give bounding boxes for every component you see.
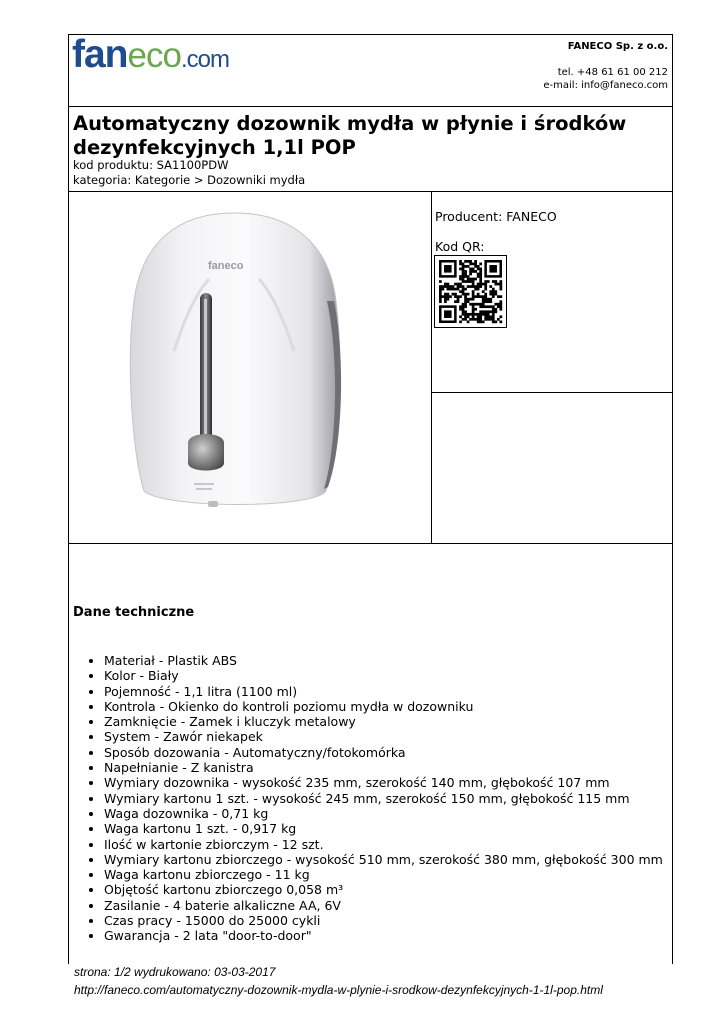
spec-item: • Wymiary kartonu zbiorczego - wysokość 510 mm, szerokość 380 mm, głębokość 300 mm xyxy=(104,852,664,867)
qr-label: Kod QR: xyxy=(435,239,485,254)
product-details-section xyxy=(68,191,673,544)
producer-label: Producent: FANECO xyxy=(435,209,557,224)
product-category: kategoria: Kategorie > Dozowniki mydła xyxy=(73,173,306,187)
specs-heading: Dane techniczne xyxy=(73,605,195,620)
spec-item: • Napełnianie - Z kanistra xyxy=(104,760,664,775)
spec-item: • Waga kartonu zbiorczego - 11 kg xyxy=(104,867,664,882)
company-contact xyxy=(543,40,668,92)
product-code: kod produktu: SA1100PDW xyxy=(73,158,229,172)
footer-url[interactable]: http://faneco.com/automatyczny-dozownik-mydla-w-plynie-i-srodkow-dezynfekcyjnych-1-1l-pop.html xyxy=(74,983,603,997)
spec-item: • Sposób dozowania - Automatyczny/fotokomórka xyxy=(104,745,664,760)
spec-item: • Objętość kartonu zbiorczego 0,058 m³ xyxy=(104,882,664,897)
info-divider xyxy=(431,392,673,393)
spec-item: • Wymiary dozownika - wysokość 235 mm, szerokość 140 mm, głębokość 107 mm xyxy=(104,775,664,790)
spec-item: • Ilość w kartonie zbiorczym - 12 szt. xyxy=(104,837,664,852)
spec-item: • Waga kartonu 1 szt. - 0,917 kg xyxy=(104,821,664,836)
spec-item: • Wymiary kartonu 1 szt. - wysokość 245 mm, szerokość 150 mm, głębokość 115 mm xyxy=(104,791,664,806)
company-phone: tel. +48 61 61 00 212 xyxy=(557,67,668,78)
spec-item: • System - Zawór niekapek xyxy=(104,729,664,744)
spec-item: • Zasilanie - 4 baterie alkaliczne AA, 6V xyxy=(104,898,664,913)
specs-section xyxy=(68,543,673,964)
spec-item: • Pojemność - 1,1 litra (1100 ml) xyxy=(104,684,664,699)
spec-item: • Waga dozownika - 0,71 kg xyxy=(104,806,664,821)
spec-item: • Kontrola - Okienko do kontroli poziomu mydła w dozowniku xyxy=(104,699,664,714)
spec-item: • Materiał - Plastik ABS xyxy=(104,653,664,668)
product-title-section xyxy=(68,106,673,192)
spec-item: • Czas pracy - 15000 do 25000 cykli xyxy=(104,913,664,928)
specs-list xyxy=(73,653,664,944)
logo-part-com: .com xyxy=(180,46,229,73)
logo-part-fan: fan xyxy=(72,33,128,76)
page-header xyxy=(68,34,673,107)
company-email[interactable]: e-mail: info@faneco.com xyxy=(543,80,668,91)
spec-item: • Zamknięcie - Zamek i kluczyk metalowy xyxy=(104,714,664,729)
spec-item: • Kolor - Biały xyxy=(104,668,664,683)
qr-code-image xyxy=(434,255,507,328)
column-divider xyxy=(431,191,432,543)
footer-page-info: strona: 1/2 wydrukowano: 03-03-2017 xyxy=(74,965,276,979)
product-image xyxy=(84,201,396,521)
faneco-logo[interactable] xyxy=(72,35,229,74)
company-name: FANECO Sp. z o.o. xyxy=(567,41,668,52)
product-title: Automatyczny dozownik mydła w płynie i środków dezynfekcyjnych 1,1l POP xyxy=(73,112,627,159)
logo-part-eco: eco xyxy=(127,36,181,75)
spec-item: • Gwarancja - 2 lata "door-to-door" xyxy=(104,928,664,943)
product-image-brand: faneco xyxy=(208,260,244,272)
